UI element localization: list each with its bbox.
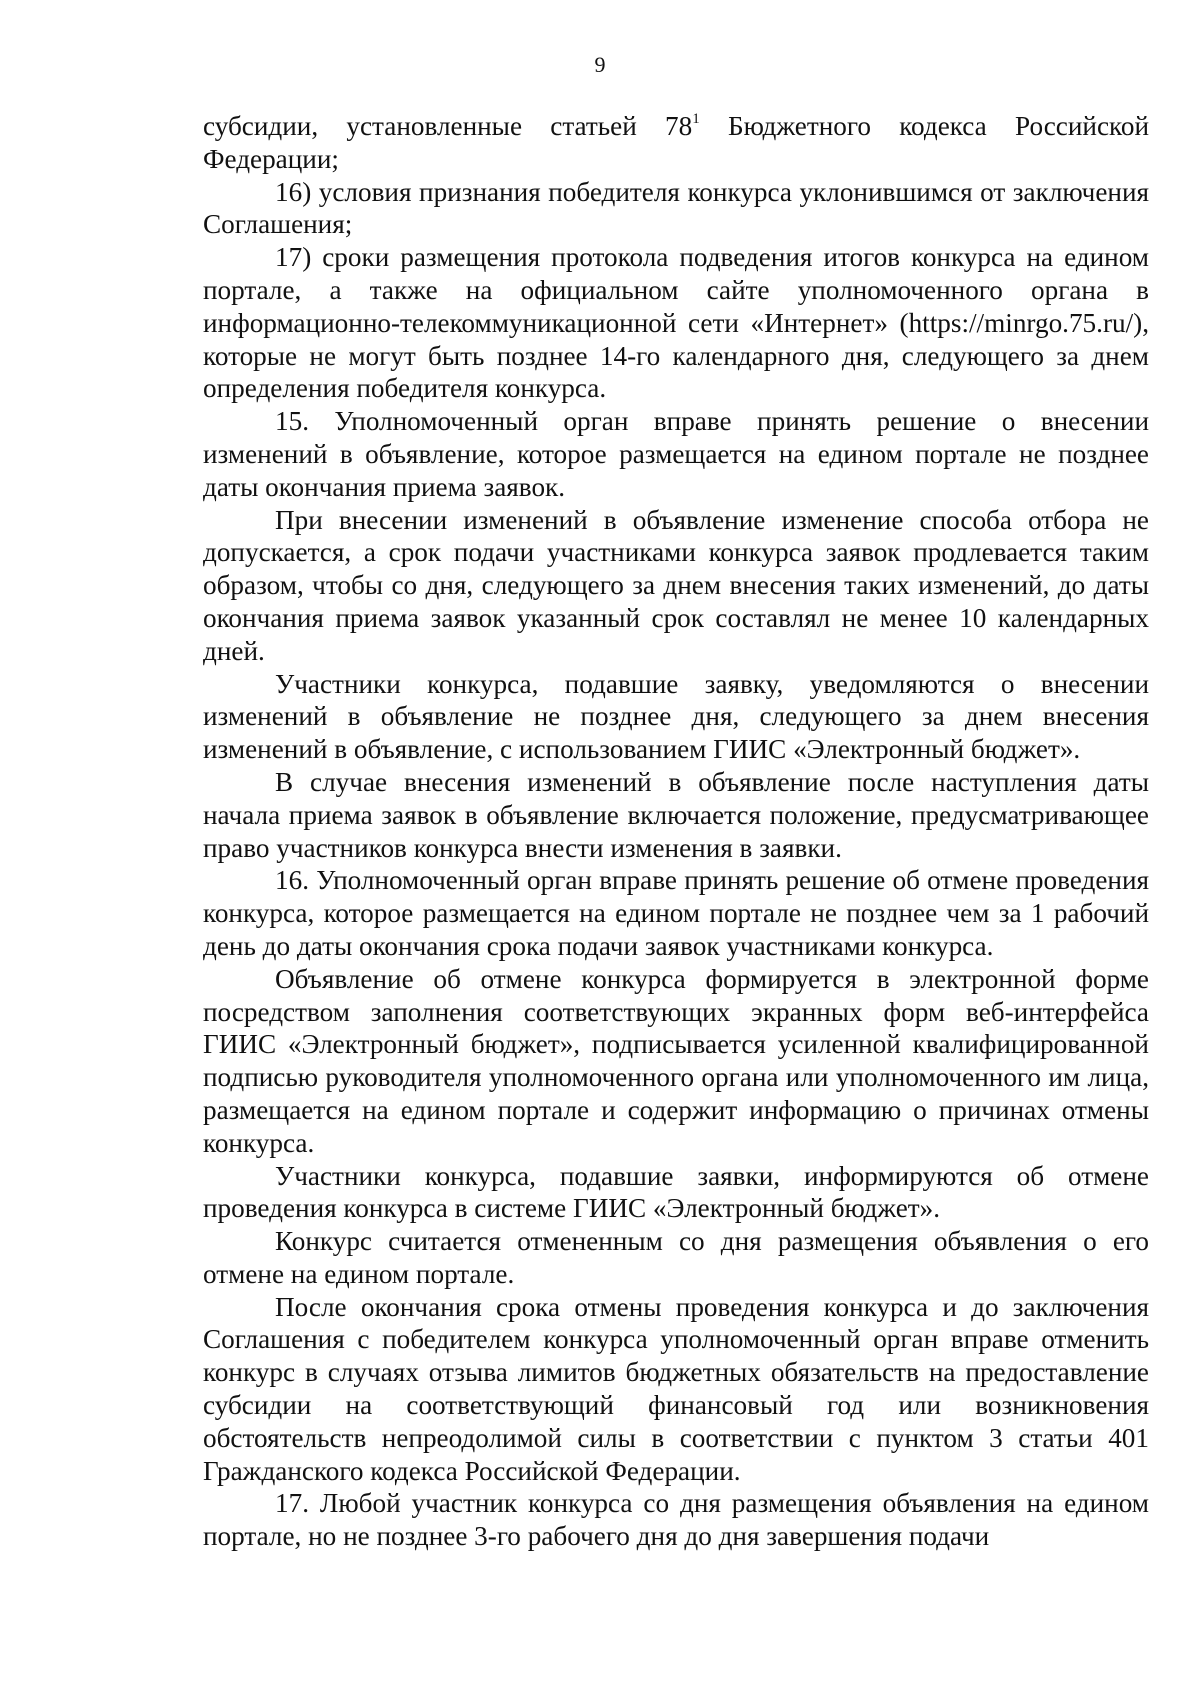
paragraph-item-17: 17) сроки размещения протокола подведения итогов конкурса на едином портале, а также на официальном сайте уполномоченного органа в информационно-телекоммуникационной сети «Интернет» (https://minrgo.75.ru/), которые не могут быть позднее 14-го календарного дня, следующего за днем определения победителя конкурса. [203,242,1149,404]
paragraph-continuation [203,110,1149,176]
paragraph-clause-17: 17. Любой участник конкурса со дня размещения объявления на едином портале, но не позднее 3-го рабочего дня до дня завершения подачи [203,1488,1149,1552]
paragraph: В случае внесения изменений в объявление после наступления даты начала приема заявок в объявление включается положение, предусматривающее право участников конкурса внести изменения в заявки. [203,766,1149,863]
paragraph: Участники конкурса, подавшие заявки, информируются об отмене проведения конкурса в системе ГИИС «Электронный бюджет». [203,1160,1149,1224]
paragraph-text: субсидии, установленные статьей 78 [203,111,693,141]
page-number: 9 [594,52,606,77]
paragraph: Конкурс считается отмененным со дня размещения объявления о его отмене на едином портале. [203,1226,1149,1289]
document-body [203,110,1149,1553]
paragraph-clause-16: 16. Уполномоченный орган вправе принять решение об отмене проведения конкурса, которое размещается на едином портале не позднее чем за 1 рабочий день до даты окончания срока подачи заявок участниками конкурса. [203,865,1149,961]
paragraph-text: Бюджетного кодекса Российской Федерации; [203,111,1149,174]
paragraph: При внесении изменений в объявление изменение способа отбора не допускается, а срок подачи участниками конкурса заявок продлевается таким образом, чтобы со дня, следующего за днем внесения таких изменений, до даты окончания приема заявок указанный срок составлял не менее 10 календарных дней. [203,504,1149,666]
paragraph: После окончания срока отмены проведения конкурса и до заключения Соглашения с победителем конкурса уполномоченный орган вправе отменить конкурс в случаях отзыва лимитов бюджетных обязательств на предоставление субсидии на соответствующий финансовый год или возникновения обстоятельств непреодолимой силы в соответствии с пунктом 3 статьи 401 Гражданского кодекса Российской Федерации. [203,1291,1149,1486]
paragraph: Объявление об отмене конкурса формируется в электронной форме посредством заполнения соответствующих экранных форм веб-интерфейса ГИИС «Электронный бюджет», подписывается усиленной квалифицированной подписью руководителя уполномоченного органа или уполномоченного им лица, размещается на едином портале и содержит информацию о причинах отмены конкурса. [203,963,1149,1158]
superscript: 1 [692,111,700,127]
paragraph-clause-15: 15. Уполномоченный орган вправе принять решение о внесении изменений в объявление, которое размещается на едином портале не позднее даты окончания приема заявок. [203,406,1149,502]
paragraph: Участники конкурса, подавшие заявку, уведомляются о внесении изменений в объявление не позднее дня, следующего за днем внесения изменений в объявление, с использованием ГИИС «Электронный бюджет». [203,668,1149,765]
paragraph-item-16: 16) условия признания победителя конкурса уклонившимся от заключения Соглашения; [203,176,1149,240]
